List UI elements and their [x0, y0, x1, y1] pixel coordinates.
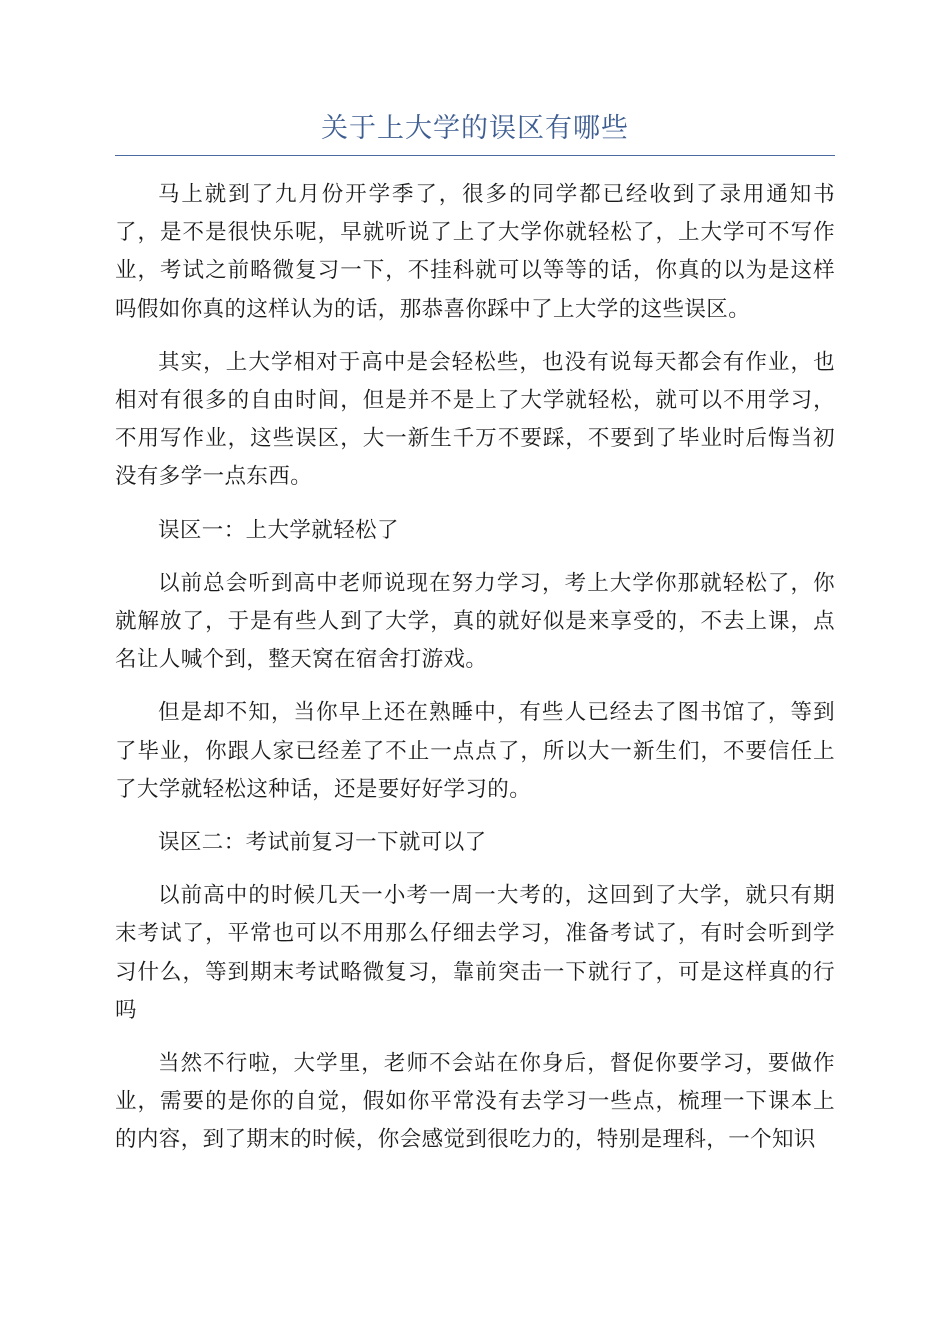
document-title: 关于上大学的误区有哪些 [321, 113, 629, 144]
paragraph-misconception-2-b: 当然不行啦，大学里，老师不会站在你身后，督促你要学习，要做作业，需要的是你的自觉，假如你平常没有去学习一些点，梳理一下课本上的内容，到了期末的时候，你会感觉到很吃力的，特别是理科，一个知识 [115, 1051, 835, 1153]
paragraph-context: 其实，上大学相对于高中是会轻松些，也没有说每天都会有作业，也相对有很多的自由时间，但是并不是上了大学就轻松，就可以不用学习，不用写作业，这些误区，大一新生千万不要踩，不要到了毕业时后悔当初没有多学一点东西。 [115, 349, 835, 490]
section-heading-misconception-2: 误区二：考试前复习一下就可以了 [158, 830, 487, 856]
paragraph-intro: 马上就到了九月份开学季了，很多的同学都已经收到了录用通知书了，是不是很快乐呢，早就听说了上了大学你就轻松了，上大学可不写作业，考试之前略微复习一下，不挂科就可以等等的话，你真的以为是这样吗假如你真的这样认为的话，那恭喜你踩中了上大学的这些误区。 [115, 182, 835, 322]
document-body [115, 176, 835, 1175]
paragraph-misconception-1-a: 以前总会听到高中老师说现在努力学习，考上大学你那就轻松了，你就解放了，于是有些人到了大学，真的就好似是来享受的，不去上课，点名让人喊个到，整天窝在宿舍打游戏。 [115, 570, 835, 673]
title-block [115, 108, 835, 156]
paragraph-misconception-1-b: 但是却不知，当你早上还在熟睡中，有些人已经去了图书馆了，等到了毕业，你跟人家已经差了不止一点点了，所以大一新生们，不要信任上了大学就轻松这种话，还是要好好学习的。 [115, 700, 835, 802]
section-heading-misconception-1: 误区一：上大学就轻松了 [158, 517, 399, 543]
paragraph-misconception-2-a: 以前高中的时候几天一小考一周一大考的，这回到了大学，就只有期末考试了，平常也可以不用那么仔细去学习，准备考试了，有时会听到学习什么，等到期末考试略微复习，靠前突击一下就行了，可是这样真的行吗 [115, 883, 835, 1023]
